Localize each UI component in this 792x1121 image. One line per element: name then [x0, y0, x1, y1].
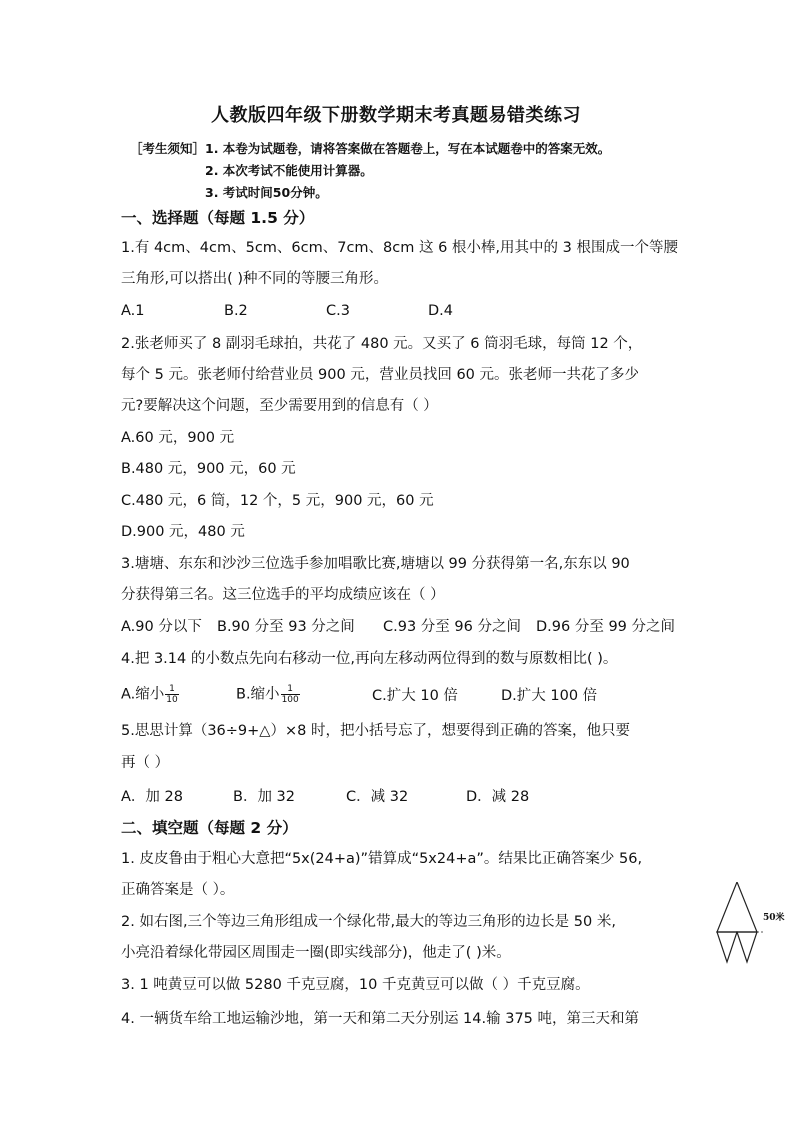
answer-option: A．加 28 — [121, 789, 183, 805]
question-text: 元?要解决这个问题，至少需要用到的信息有（ ） — [121, 398, 438, 414]
answer-option: C.93 分至 96 分之间 — [383, 619, 521, 635]
question-text: 2. 如右图,三个等边三角形组成一个绿化带,最大的等边三角形的边长是 50 米, — [121, 914, 616, 930]
answer-option: D.96 分至 99 分之间 — [536, 619, 676, 635]
question-text: 三角形,可以搭出( )种不同的等腰三角形。 — [121, 271, 389, 287]
answer-option: D.4 — [428, 303, 453, 319]
answer-option: B.2 — [224, 303, 248, 319]
triangle-figure — [705, 882, 789, 972]
fraction-denominator: 10 — [166, 695, 178, 705]
large-triangle — [717, 882, 757, 932]
question-text: 1. 皮皮鲁由于粗心大意把“5x(24+a)”错算成“5x24+a”。结果比正确答案少 56, — [121, 851, 643, 867]
option-text: B.缩小 — [236, 686, 280, 703]
question-text: 正确答案是（ ）。 — [121, 882, 235, 898]
question-text: 4.把 3.14 的小数点先向右移动一位,再向左移动两位得到的数与原数相比( )。 — [121, 651, 618, 667]
small-triangle-right — [737, 932, 757, 962]
answer-option: C.扩大 10 倍 — [372, 688, 458, 704]
small-triangle-left — [717, 932, 737, 962]
question-text: 每个 5 元。张老师付给营业员 900 元，营业员找回 60 元。张老师一共花了多少 — [121, 367, 640, 383]
page-title: 人教版四年级下册数学期末考真题易错类练习 — [211, 105, 581, 126]
notice-line-2: 2. 本次考试不能使用计算器。 — [205, 163, 373, 178]
fraction-denominator: 100 — [281, 695, 299, 705]
question-text: 1.有 4cm、4cm、5cm、6cm、7cm、8cm 这 6 根小棒,用其中的 3 根围成一个等腰 — [121, 240, 678, 256]
notice-line-3: 3. 考试时间50分钟。 — [205, 185, 328, 200]
question-text: 2.张老师买了 8 副羽毛球拍，共花了 480 元。又买了 6 筒羽毛球，每筒 12 个， — [121, 336, 643, 352]
question-text: 3.塘塘、东东和沙沙三位选手参加唱歌比赛,塘塘以 99 分获得第一名,东东以 90 — [121, 556, 630, 572]
question-text: 4. 一辆货车给工地运输沙地，第一天和第二天分别运 14.输 375 吨，第三天和第 — [121, 1011, 640, 1027]
answer-option: A.90 分以下 — [121, 619, 202, 635]
answer-option: D.扩大 100 倍 — [501, 688, 598, 704]
answer-option — [236, 684, 300, 705]
answer-option — [121, 684, 179, 705]
notice-label: ［考生须知］ — [130, 141, 206, 156]
notice-line-1: 1. 本卷为试题卷，请将答案做在答题卷上，写在本试题卷中的答案无效。 — [205, 141, 611, 156]
answer-option: A.1 — [121, 303, 145, 319]
answer-option: C.480 元，6 筒，12 个，5 元，900 元，60 元 — [121, 493, 434, 509]
answer-option: D．减 28 — [466, 789, 530, 805]
fraction — [281, 684, 300, 705]
section-heading-choice: 一、选择题（每题 1.5 分） — [121, 209, 315, 227]
fraction-numerator: 1 — [165, 684, 178, 695]
answer-option: B．加 32 — [233, 789, 296, 805]
fraction — [165, 684, 178, 705]
answer-option: B.480 元，900 元，60 元 — [121, 461, 296, 477]
question-text: 再（ ） — [121, 755, 170, 771]
answer-option: D.900 元，480 元 — [121, 524, 245, 540]
figure-label: 50米 — [763, 913, 785, 923]
answer-option: B.90 分至 93 分之间 — [217, 619, 355, 635]
answer-option: A.60 元，900 元 — [121, 430, 235, 446]
answer-option: C．减 32 — [346, 789, 409, 805]
question-text: 5.思思计算（36÷9+△）×8 时，把小括号忘了，想要得到正确的答案，他只要 — [121, 723, 630, 739]
section-heading-fill: 二、填空题（每题 2 分） — [121, 819, 298, 837]
question-text: 小亮沿着绿化带园区周围走一圈(即实线部分)，他走了( )米。 — [121, 945, 511, 961]
option-text: A.缩小 — [121, 686, 165, 703]
question-text: 分获得第三名。这三位选手的平均成绩应该在（ ） — [121, 587, 445, 603]
question-text: 3. 1 吨黄豆可以做 5280 千克豆腐，10 千克黄豆可以做（ ）千克豆腐。 — [121, 977, 590, 993]
answer-option: C.3 — [326, 303, 350, 319]
fraction-numerator: 1 — [281, 684, 300, 695]
